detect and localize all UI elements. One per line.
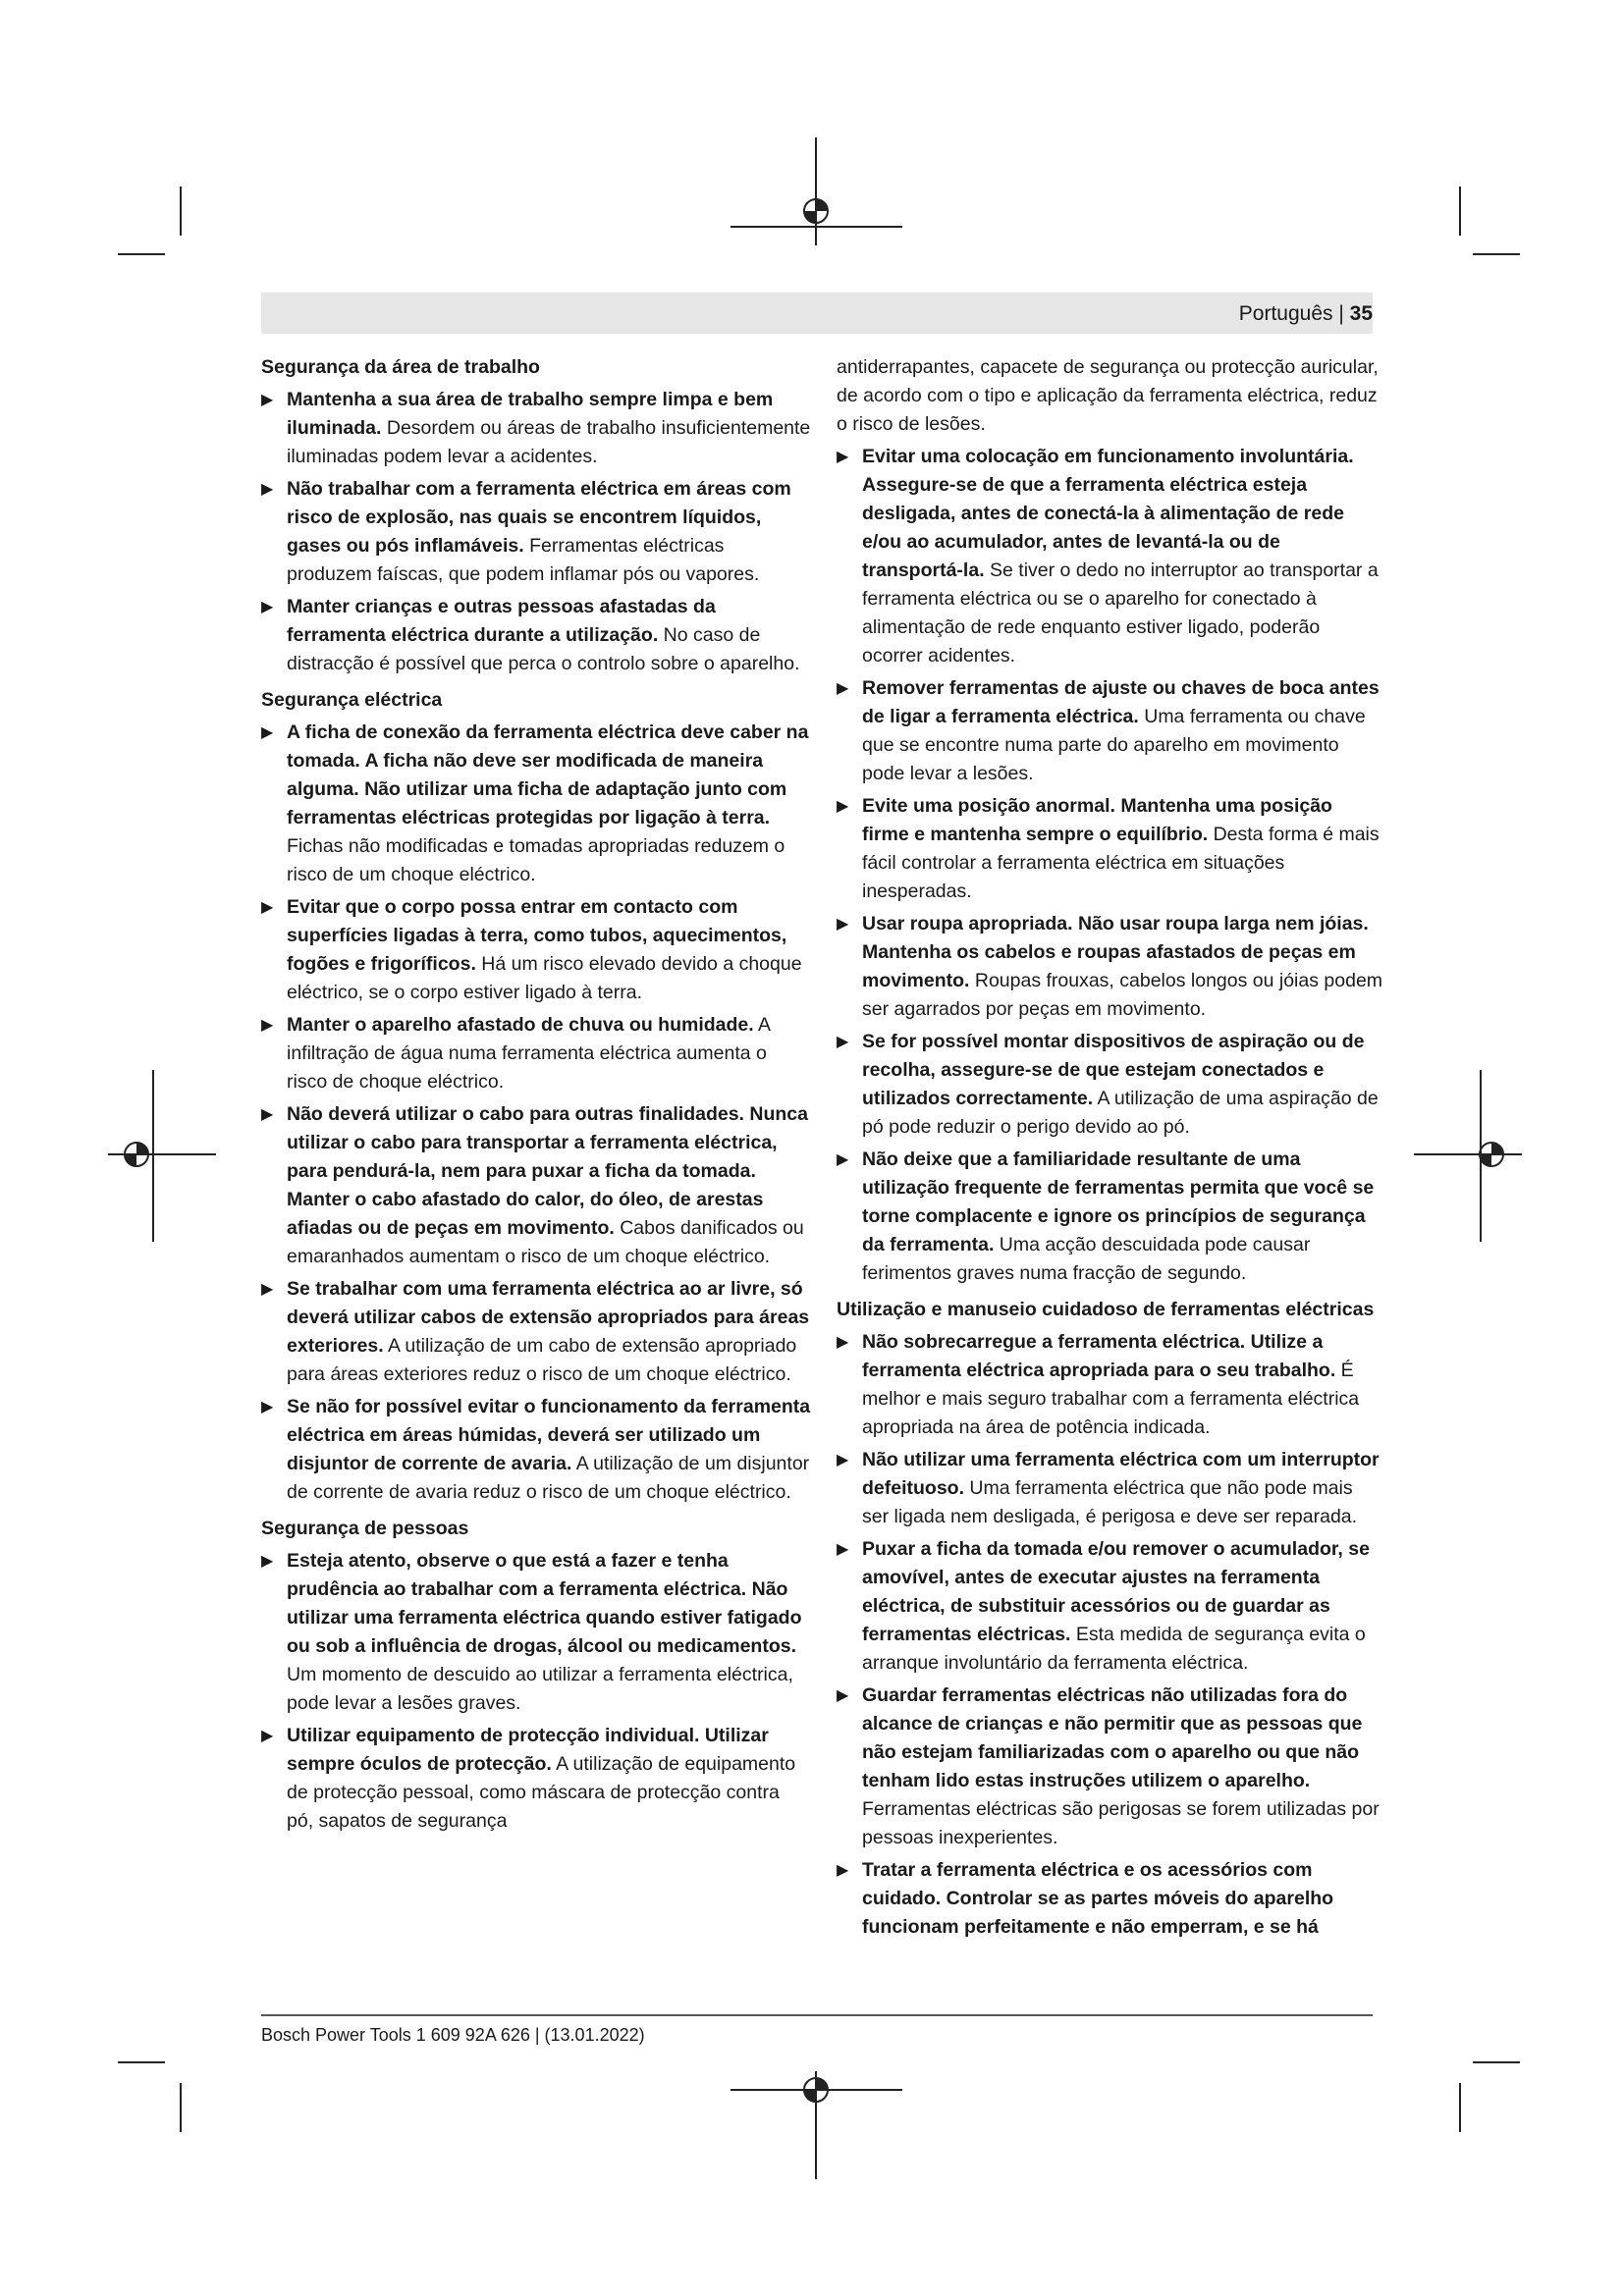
header-separator: | <box>1332 302 1350 325</box>
bullet-arrow-icon: ▶ <box>837 680 849 697</box>
bullet-arrow-icon: ▶ <box>261 392 274 408</box>
bullet-arrow-icon: ▶ <box>261 1728 274 1744</box>
bullet-arrow-icon: ▶ <box>837 798 849 815</box>
list-item: ▶ Não trabalhar com a ferramenta eléctrica em áreas com risco de explosão, nas quais se encontrem líquidos, gases ou pós inflamáveis. Ferramentas eléctricas produzem faíscas, que podem inflamar pós ou vapores. <box>261 475 811 589</box>
crop-mark <box>1459 2083 1461 2132</box>
continued-text: antiderrapantes, capacete de segurança ou protecção auricular, de acordo com o tipo e aplicação da ferramenta eléctrica, reduz o risco de lesões. <box>837 356 1379 435</box>
registration-target-icon <box>120 1138 153 1171</box>
bullet-arrow-icon: ▶ <box>837 1034 849 1050</box>
list-item: ▶ Guardar ferramentas eléctricas não utilizadas fora do alcance de crianças e não permitir que as pessoas que não estejam familiarizadas com o aparelho ou que não tenham lido estas instruções utilizem o aparelho. Ferramentas eléctricas são perigosas se forem utilizadas por pessoas inexperientes. <box>837 1682 1384 1852</box>
section-title: Utilização e manuseio cuidadoso de ferramentas eléctricas <box>837 1299 1375 1320</box>
list-item: ▶ Mantenha a sua área de trabalho sempre limpa e bem iluminada. Desordem ou áreas de trabalho insuficientemente iluminadas podem levar a acidentes. <box>261 386 811 471</box>
bullet-arrow-icon: ▶ <box>261 1017 274 1034</box>
page-footer: Bosch Power Tools 1 609 92A 626 | (13.01.2022) <box>261 2025 645 2045</box>
section-title: Segurança de pessoas <box>261 1518 469 1539</box>
list-item: ▶ Remover ferramentas de ajuste ou chaves de boca antes de ligar a ferramenta eléctrica. Uma ferramenta ou chave que se encontre numa parte do aparelho em movimento pode levar a lesões. <box>837 674 1384 788</box>
bullet-arrow-icon: ▶ <box>261 899 274 916</box>
list-item: ▶ Manter crianças e outras pessoas afastadas da ferramenta eléctrica durante a utilização. No caso de distracção é possível que perca o controlo sobre o aparelho. <box>261 593 811 678</box>
crop-mark <box>180 2083 182 2132</box>
section-title: Segurança da área de trabalho <box>261 356 540 378</box>
list-item: ▶ Se não for possível evitar o funcionamento da ferramenta eléctrica em áreas húmidas, deverá ser utilizado um disjuntor de corrente de avaria. A utilização de um disjuntor de corrente de avaria reduz o risco de um choque eléctrico. <box>261 1393 811 1507</box>
crop-mark <box>1473 253 1520 255</box>
list-item: ▶ Não utilizar uma ferramenta eléctrica com um interruptor defeituoso. Uma ferramenta eléctrica que não pode mais ser ligada nem desligada, é perigosa e deve ser reparada. <box>837 1446 1384 1531</box>
page-number: 35 <box>1349 302 1373 325</box>
bullet-arrow-icon: ▶ <box>837 1151 849 1168</box>
bullet-arrow-icon: ▶ <box>837 1687 849 1704</box>
bullet-arrow-icon: ▶ <box>837 1452 849 1468</box>
crop-mark <box>1473 2061 1520 2063</box>
bullet-arrow-icon: ▶ <box>261 481 274 498</box>
list-item: ▶ Utilizar equipamento de protecção individual. Utilizar sempre óculos de protecção. A utilização de equipamento de protecção pessoal, como máscara de protecção contra pó, sapatos de segurança <box>261 1722 811 1836</box>
list-item: ▶ Evitar uma colocação em funcionamento involuntária. Assegure-se de que a ferramenta eléctrica esteja desligada, antes de conectá-la à alimentação de rede e/ou ao acumulador, antes de levantá-la ou de transportá-la. Se tiver o dedo no interruptor ao transportar a ferramenta eléctrica ou se o aparelho for conectado à alimentação de rede enquanto estiver ligado, poderão ocorrer acidentes. <box>837 443 1384 670</box>
right-column <box>837 353 1384 1946</box>
page-header <box>1239 300 1373 328</box>
list-item: ▶ Evitar que o corpo possa entrar em contacto com superfícies ligadas à terra, como tubos, aquecimentos, fogões e frigoríficos. Há um risco elevado devido a choque eléctrico, se o corpo estiver ligado à terra. <box>261 893 811 1007</box>
list-item: ▶ Se for possível montar dispositivos de aspiração ou de recolha, assegure-se de que estejam conectados e utilizados correctamente. A utilização de uma aspiração de pó pode reduzir o perigo devido ao pó. <box>837 1028 1384 1142</box>
header-bar <box>261 293 1373 334</box>
section-title: Segurança eléctrica <box>261 689 443 711</box>
list-item: ▶ Evite uma posição anormal. Mantenha uma posição firme e mantenha sempre o equilíbrio. Desta forma é mais fácil controlar a ferramenta eléctrica em situações inesperadas. <box>837 792 1384 906</box>
registration-target-icon <box>799 2073 833 2107</box>
registration-target-icon <box>799 194 833 228</box>
list-item: ▶ Tratar a ferramenta eléctrica e os acessórios com cuidado. Controlar se as partes móveis do aparelho funcionam perfeitamente e não emperram, e se há <box>837 1856 1384 1942</box>
header-language: Português <box>1238 302 1333 325</box>
bullet-arrow-icon: ▶ <box>837 1862 849 1879</box>
bullet-arrow-icon: ▶ <box>261 1106 274 1123</box>
bullet-arrow-icon: ▶ <box>837 1334 849 1351</box>
footer-divider <box>261 2014 1373 2016</box>
list-item: ▶ Esteja atento, observe o que está a fazer e tenha prudência ao trabalhar com a ferramenta eléctrica. Não utilizar uma ferramenta eléctrica quando estiver fatigado ou sob a influência de drogas, álcool ou medicamentos. Um momento de descuido ao utilizar a ferramenta eléctrica, pode levar a lesões graves. <box>261 1547 811 1718</box>
list-item: ▶ Não deixe que a familiaridade resultante de uma utilização frequente de ferramentas permita que você se torne complacente e ignore os princípios de segurança da ferramenta. Uma acção descuidada pode causar ferimentos graves numa fracção de segundo. <box>837 1146 1384 1288</box>
registration-target-icon <box>1475 1138 1508 1171</box>
list-item: ▶ A ficha de conexão da ferramenta eléctrica deve caber na tomada. A ficha não deve ser modificada de maneira alguma. Não utilizar uma ficha de adaptação junto com ferramentas eléctricas protegidas por ligação à terra. Fichas não modificadas e tomadas apropriadas reduzem o risco de um choque eléctrico. <box>261 719 811 889</box>
left-column <box>261 353 811 1840</box>
crop-mark <box>180 187 182 236</box>
list-item: ▶ Não sobrecarregue a ferramenta eléctrica. Utilize a ferramenta eléctrica apropriada para o seu trabalho. É melhor e mais seguro trabalhar com a ferramenta eléctrica apropriada na área de potência indicada. <box>837 1328 1384 1442</box>
registration-line <box>815 137 817 245</box>
bullet-arrow-icon: ▶ <box>261 724 274 741</box>
bullet-arrow-icon: ▶ <box>837 449 849 465</box>
bullet-arrow-icon: ▶ <box>261 1553 274 1570</box>
bullet-arrow-icon: ▶ <box>261 599 274 615</box>
crop-mark <box>1459 187 1461 236</box>
list-item: ▶ Manter o aparelho afastado de chuva ou humidade. A infiltração de água numa ferramenta eléctrica aumenta o risco de choque eléctrico. <box>261 1011 811 1096</box>
bullet-arrow-icon: ▶ <box>261 1399 274 1415</box>
list-item: ▶ Usar roupa apropriada. Não usar roupa larga nem jóias. Mantenha os cabelos e roupas afastados de peças em movimento. Roupas frouxas, cabelos longos ou jóias podem ser agarrados por peças em movimento. <box>837 910 1384 1024</box>
list-item: ▶ Se trabalhar com uma ferramenta eléctrica ao ar livre, só deverá utilizar cabos de extensão apropriados para áreas exteriores. A utilização de um cabo de extensão apropriado para áreas exteriores reduz o risco de um choque eléctrico. <box>261 1275 811 1389</box>
crop-mark <box>118 253 165 255</box>
bullet-arrow-icon: ▶ <box>837 1541 849 1558</box>
bullet-arrow-icon: ▶ <box>837 916 849 933</box>
crop-mark <box>118 2061 165 2063</box>
bullet-arrow-icon: ▶ <box>261 1281 274 1298</box>
list-item: ▶ Não deverá utilizar o cabo para outras finalidades. Nunca utilizar o cabo para transportar a ferramenta eléctrica, para pendurá-la, nem para puxar a ficha da tomada. Manter o cabo afastado do calor, do óleo, de arestas afiadas ou de peças em movimento. Cabos danificados ou emaranhados aumentam o risco de um choque eléctrico. <box>261 1100 811 1271</box>
list-item: ▶ Puxar a ficha da tomada e/ou remover o acumulador, se amovível, antes de executar ajustes na ferramenta eléctrica, de substituir acessórios ou de guardar as ferramentas eléctricas. Esta medida de segurança evita o arranque involuntário da ferramenta eléctrica. <box>837 1535 1384 1678</box>
